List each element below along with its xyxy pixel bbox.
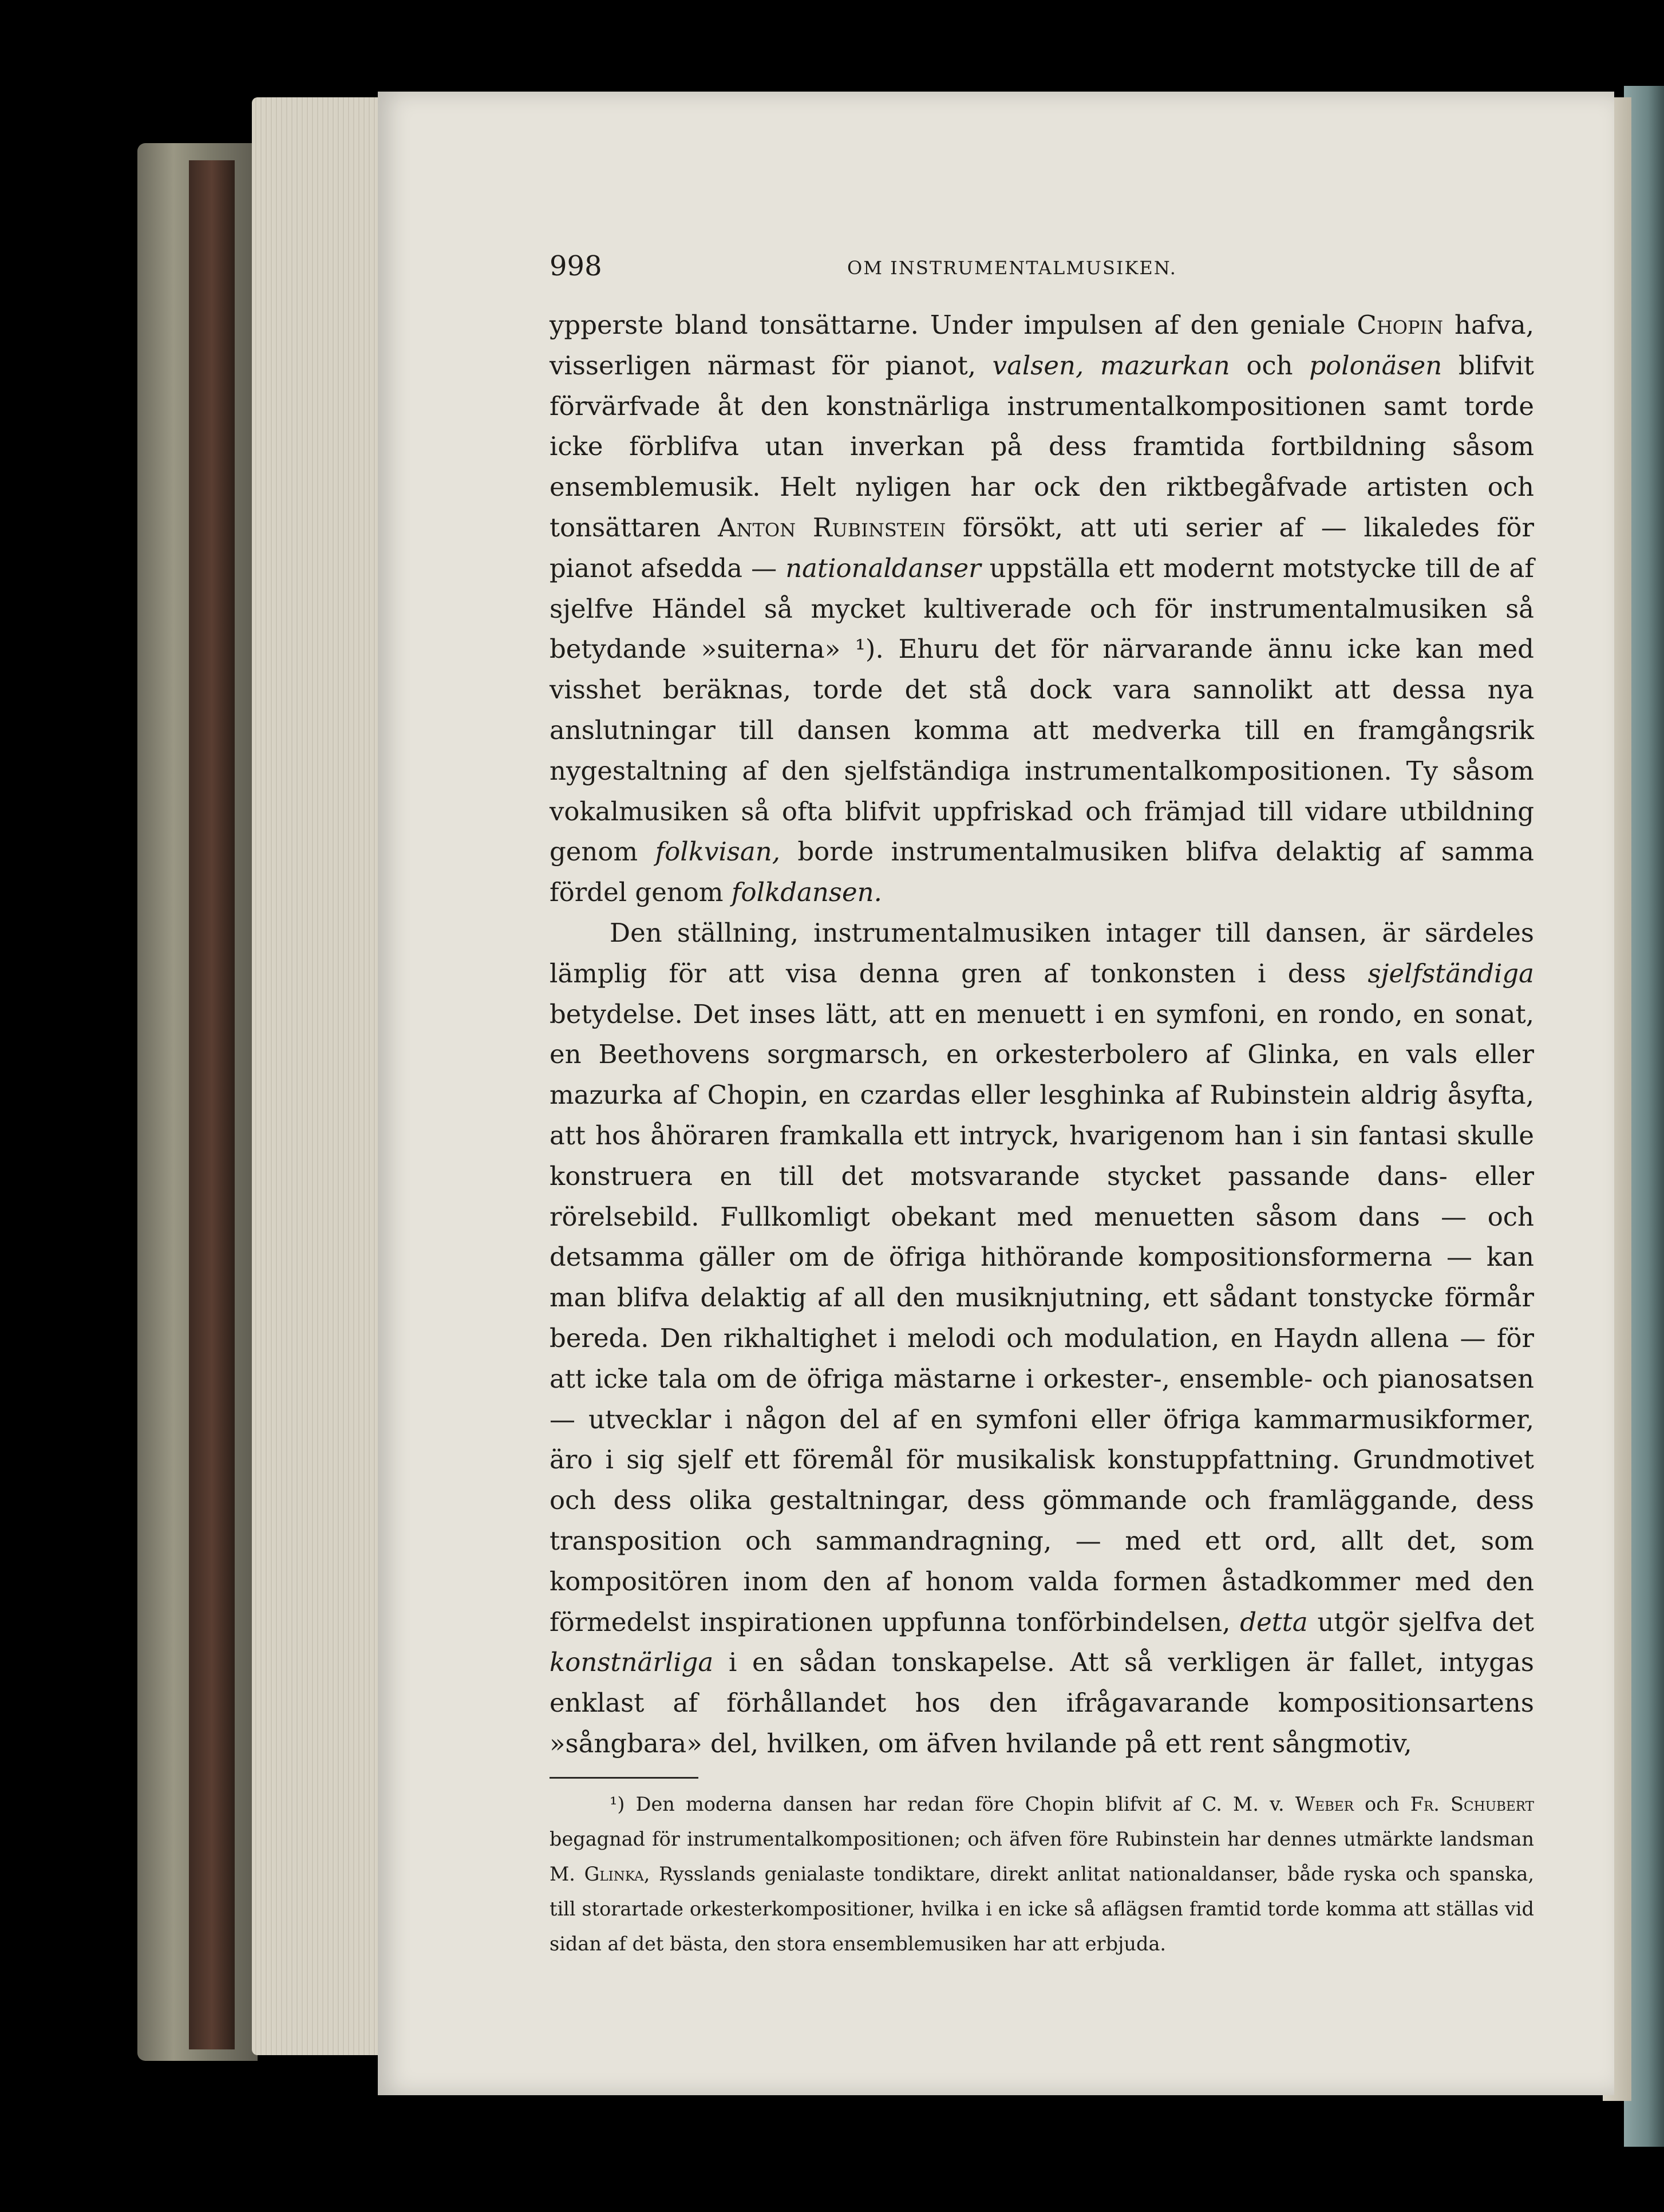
text-run: borde instrumentalmusiken blifva delaktig af samma fördel genom [550, 836, 1534, 908]
text-run: uppställa ett modernt motstycke till de af sjelfve Händel så mycket kultiverade och för instrumentalmusiken så betydande »suiterna» ¹). Ehuru det för närvarande ännu icke kan med visshet beräknas, torde det stå dock vara sannolikt att dessa nya anslutningar till dansen komma att medverka till en framgångsrik nygestaltning af den sjelfständiga instrumentalkompositionen. Ty såsom vokalmusiken så ofta blifvit uppfriskad och främjad till vidare utbildning genom [550, 552, 1534, 867]
text-run: hafva, visserligen närmast för pianot, [550, 310, 1535, 381]
text-run: och [1354, 1792, 1410, 1815]
book-spine-binding [189, 160, 235, 2049]
text-run: i en sådan tonskapelse. Att så verkligen är fallet, intygas enklast af förhållandet hos den ifrågavarande kompositionsartens »sångbara» del, hvilken, om äfven hvilande på ett rent sångmotiv, [550, 1647, 1534, 1759]
running-title: OM INSTRUMENTALMUSIKEN. [847, 257, 1177, 279]
small-caps-run: Glinka [584, 1862, 644, 1885]
paragraph-2 [550, 913, 1534, 1764]
text-run: och [1230, 350, 1310, 381]
text-run: blifvit förvärfvade åt den konstnärliga instrumentalkompositionen samt torde icke förblifva utan inverkan på dess framtida fortbildning såsom ensemblemusik. Helt nyligen har ock den riktbegåfvade artisten och tonsättaren [550, 350, 1534, 543]
text-run: ¹) Den moderna dansen har redan före Chopin blifvit af C. M. v. [610, 1792, 1295, 1815]
italic-run: konstnärliga [550, 1647, 714, 1678]
text-run: begagnad för instrumentalkompositionen; och äfven före Rubinstein har dennes utmärkte landsman M. [550, 1827, 1534, 1885]
italic-run: sjelfständiga [1367, 958, 1534, 989]
text-run: Den ställning, instrumentalmusiken intager till dansen, är särdeles lämplig för att visa denna gren af tonkonsten i dess [550, 917, 1534, 989]
small-caps-run: Anton Rubinstein [718, 512, 946, 543]
text-run: ypperste bland tonsättarne. Under impulsen af den geniale [550, 310, 1357, 340]
text-run: utgör sjelfva det [1307, 1606, 1534, 1637]
body-text [550, 305, 1534, 1764]
italic-run: folkvisan, [655, 836, 780, 867]
paragraph-1 [550, 305, 1534, 913]
text-run: betydelse. Det inses lätt, att en menuett i en symfoni, en rondo, en sonat, en Beethovens sorgmarsch, en orkesterbolero af Glinka, en vals eller mazurka af Chopin, en czardas eller lesghinka af Rubinstein aldrig åsyfta, att hos åhöraren framkalla ett intryck, hvarigenom han i sin fantasi skulle konstruera en till det motsvarande stycket passande dans- eller rörelsebild. Fullkomligt obekant med menuetten såsom dans — och detsamma gäller om de öfriga hithörande kompositionsformerna — kan man blifva delaktig af all den musiknjutning, ett sådant tonstycke förmår bereda. Den rikhaltighet i melodi och modulation, en Haydn allena — för att icke tala om de öfriga mästarne i orkester-, ensemble- och pianosatsen — utvecklar i någon del af en symfoni eller öfriga kammarmusikformer, äro i sig sjelf ett föremål för musikalisk konstuppfattning. Grundmotivet och dess olika gestaltningar, dess gömmande och framläggande, dess transposition och sammandragning, — med ett ord, allt det, som kompositören inom den af honom valda formen åstadkommer med den förmedelst inspirationen uppfunna tonförbindelsen, [550, 998, 1534, 1637]
footnote [550, 1787, 1534, 1961]
small-caps-run: Weber [1295, 1792, 1354, 1815]
small-caps-run: Fr. Schubert [1410, 1792, 1534, 1815]
text-run: , Rysslands genialaste tondiktare, direkt anlitat nationaldanser, både ryska och spanska, till storartade orkesterkompositioner, hvilka i en icke så aflägsen framtid torde komma att ställas vid sidan af det bästa, den stora ensemblemusiken har att erbjuda. [550, 1862, 1534, 1955]
italic-run: detta [1240, 1606, 1308, 1637]
small-caps-run: Chopin [1357, 310, 1444, 340]
page-number: 998 [550, 250, 602, 282]
running-head [550, 249, 1534, 283]
italic-run: valsen, mazurkan [992, 350, 1230, 381]
footnote-rule [550, 1777, 698, 1779]
page-content [550, 249, 1534, 1961]
text-run: försökt, att uti serier af — likaledes för pianot afsedda — [550, 512, 1535, 583]
italic-run: folkdansen. [731, 877, 882, 908]
italic-run: polonäsen [1309, 350, 1442, 381]
italic-run: nationaldanser [785, 552, 981, 583]
